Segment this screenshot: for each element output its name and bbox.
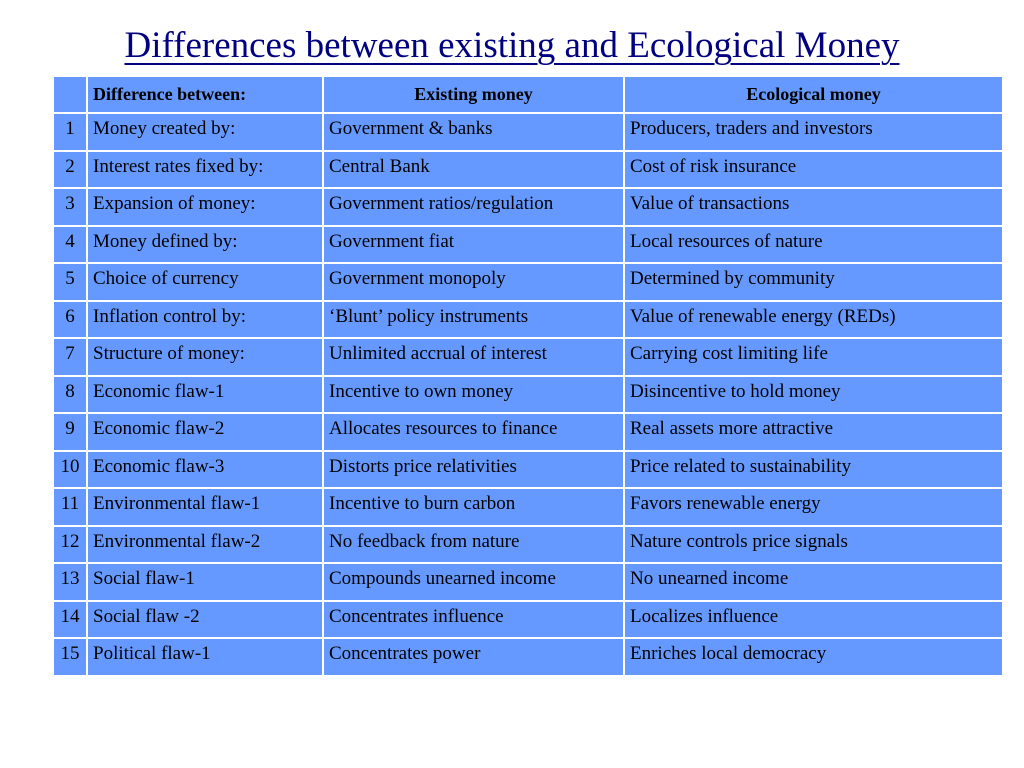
row-number: 5: [53, 263, 87, 301]
table-row: [53, 413, 1003, 451]
row-number: 1: [53, 113, 87, 151]
existing-money-cell: No feedback from nature: [323, 526, 624, 564]
table-row: [53, 338, 1003, 376]
table-row: [53, 263, 1003, 301]
difference-cell: Economic flaw-3: [87, 451, 323, 489]
difference-cell: Interest rates fixed by:: [87, 151, 323, 189]
ecological-money-cell: Enriches local democracy: [624, 638, 1003, 676]
row-number: 9: [53, 413, 87, 451]
difference-cell: Structure of money:: [87, 338, 323, 376]
existing-money-cell: Concentrates influence: [323, 601, 624, 639]
header-ecological-money: Ecological money: [624, 76, 1003, 113]
difference-cell: Economic flaw-1: [87, 376, 323, 414]
table-row: [53, 451, 1003, 489]
row-number: 10: [53, 451, 87, 489]
difference-cell: Money defined by:: [87, 226, 323, 264]
existing-money-cell: Distorts price relativities: [323, 451, 624, 489]
ecological-money-cell: Value of renewable energy (REDs): [624, 301, 1003, 339]
table-row: [53, 188, 1003, 226]
ecological-money-cell: Real assets more attractive: [624, 413, 1003, 451]
difference-cell: Social flaw-1: [87, 563, 323, 601]
table-row: [53, 301, 1003, 339]
table-row: [53, 638, 1003, 676]
row-number: 11: [53, 488, 87, 526]
difference-cell: Choice of currency: [87, 263, 323, 301]
table-row: [53, 376, 1003, 414]
ecological-money-cell: Nature controls price signals: [624, 526, 1003, 564]
row-number: 4: [53, 226, 87, 264]
ecological-money-cell: Favors renewable energy: [624, 488, 1003, 526]
header-existing-money: Existing money: [323, 76, 624, 113]
table-row: [53, 601, 1003, 639]
row-number: 7: [53, 338, 87, 376]
comparison-table: [52, 75, 1004, 677]
ecological-money-cell: Cost of risk insurance: [624, 151, 1003, 189]
existing-money-cell: Concentrates power: [323, 638, 624, 676]
row-number: 8: [53, 376, 87, 414]
difference-cell: Economic flaw-2: [87, 413, 323, 451]
ecological-money-cell: Disincentive to hold money: [624, 376, 1003, 414]
row-number: 2: [53, 151, 87, 189]
row-number: 12: [53, 526, 87, 564]
ecological-money-cell: Determined by community: [624, 263, 1003, 301]
existing-money-cell: Government & banks: [323, 113, 624, 151]
table-row: [53, 151, 1003, 189]
row-number: 6: [53, 301, 87, 339]
row-number: 14: [53, 601, 87, 639]
table-row: [53, 488, 1003, 526]
ecological-money-cell: Local resources of nature: [624, 226, 1003, 264]
header-difference: Difference between:: [87, 76, 323, 113]
row-number: 13: [53, 563, 87, 601]
ecological-money-cell: Price related to sustainability: [624, 451, 1003, 489]
ecological-money-cell: Value of transactions: [624, 188, 1003, 226]
row-number: 3: [53, 188, 87, 226]
ecological-money-cell: Localizes influence: [624, 601, 1003, 639]
table-row: [53, 226, 1003, 264]
existing-money-cell: Allocates resources to finance: [323, 413, 624, 451]
difference-cell: Political flaw-1: [87, 638, 323, 676]
existing-money-cell: Incentive to own money: [323, 376, 624, 414]
table-row: [53, 563, 1003, 601]
difference-cell: Social flaw -2: [87, 601, 323, 639]
existing-money-cell: ‘Blunt’ policy instruments: [323, 301, 624, 339]
difference-cell: Money created by:: [87, 113, 323, 151]
existing-money-cell: Government ratios/regulation: [323, 188, 624, 226]
table-row: [53, 526, 1003, 564]
slide-title: Differences between existing and Ecological Money: [124, 25, 900, 66]
existing-money-cell: Unlimited accrual of interest: [323, 338, 624, 376]
existing-money-cell: Incentive to burn carbon: [323, 488, 624, 526]
ecological-money-cell: Producers, traders and investors: [624, 113, 1003, 151]
ecological-money-cell: No unearned income: [624, 563, 1003, 601]
header-number: [53, 76, 87, 113]
table-header-row: [53, 76, 1003, 113]
existing-money-cell: Compounds unearned income: [323, 563, 624, 601]
difference-cell: Inflation control by:: [87, 301, 323, 339]
row-number: 15: [53, 638, 87, 676]
table-row: [53, 113, 1003, 151]
difference-cell: Environmental flaw-2: [87, 526, 323, 564]
existing-money-cell: Government monopoly: [323, 263, 624, 301]
existing-money-cell: Central Bank: [323, 151, 624, 189]
existing-money-cell: Government fiat: [323, 226, 624, 264]
ecological-money-cell: Carrying cost limiting life: [624, 338, 1003, 376]
difference-cell: Environmental flaw-1: [87, 488, 323, 526]
difference-cell: Expansion of money:: [87, 188, 323, 226]
